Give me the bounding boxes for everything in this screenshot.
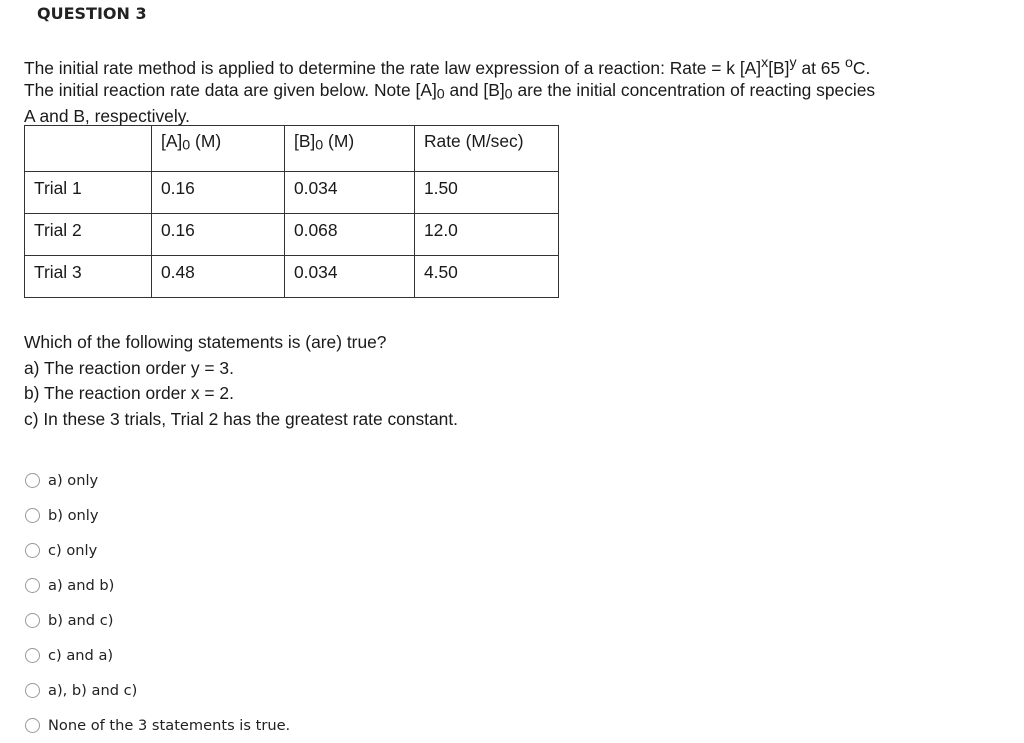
- intro-line-2: The initial reaction rate data are given below. Note [A]0 and [B]0 are the initial concentration of reacting species: [24, 79, 876, 103]
- header-cell-blank: [25, 126, 152, 172]
- prompt-line: Which of the following statements is (are) true?: [24, 332, 387, 352]
- answer-option-a-only[interactable]: [25, 463, 290, 498]
- option-label: c) only: [48, 542, 98, 559]
- radio-button[interactable]: [25, 578, 40, 593]
- option-label: b) and c): [48, 612, 114, 629]
- table-row: [25, 256, 559, 298]
- answer-option-c-and-a[interactable]: [25, 638, 290, 673]
- table-cell: 12.0: [415, 214, 559, 256]
- intro-line-1: The initial rate method is applied to determine the rate law expression of a reaction: Rate = k $[A]^x[B]^y$ at 65 $^o$C.: [24, 55, 871, 78]
- option-label: a) only: [48, 472, 99, 489]
- radio-button[interactable]: [25, 473, 40, 488]
- table-cell: 0.48: [152, 256, 285, 298]
- answer-option-a-and-b[interactable]: [25, 568, 290, 603]
- answer-option-c-only[interactable]: [25, 533, 290, 568]
- radio-button[interactable]: [25, 613, 40, 628]
- table-cell: Trial 1: [25, 172, 152, 214]
- answer-option-b-only[interactable]: [25, 498, 290, 533]
- rate-data-table: [24, 125, 559, 298]
- option-label: c) and a): [48, 647, 114, 664]
- statement-b: b) The reaction order x = 2.: [24, 383, 234, 403]
- table-cell: 0.16: [152, 172, 285, 214]
- answer-option-b-and-c[interactable]: [25, 603, 290, 638]
- option-label: None of the 3 statements is true.: [48, 717, 291, 734]
- header-cell-a0: [A]0 (M): [152, 126, 285, 172]
- table-cell: 0.068: [285, 214, 415, 256]
- table-header-row: [25, 126, 559, 172]
- table-cell: Trial 3: [25, 256, 152, 298]
- table-cell: 0.034: [285, 256, 415, 298]
- option-label: b) only: [48, 507, 99, 524]
- table-cell: 1.50: [415, 172, 559, 214]
- table-cell: Trial 2: [25, 214, 152, 256]
- statement-a: a) The reaction order y = 3.: [24, 357, 234, 378]
- option-label: a) and b): [48, 577, 115, 594]
- radio-button[interactable]: [25, 718, 40, 733]
- header-cell-rate: Rate (M/sec): [415, 126, 559, 172]
- question-prompt: [24, 330, 458, 432]
- question-intro: [24, 52, 1014, 127]
- statement-c: c) In these 3 trials, Trial 2 has the greatest rate constant.: [24, 408, 459, 429]
- question-title: QUESTION 3: [37, 4, 147, 23]
- answer-options: [25, 463, 290, 743]
- table-cell: 4.50: [415, 256, 559, 298]
- option-label: a), b) and c): [48, 682, 138, 699]
- table-row: [25, 172, 559, 214]
- radio-button[interactable]: [25, 683, 40, 698]
- header-cell-b0: [B]0 (M): [285, 126, 415, 172]
- table-cell: 0.16: [152, 214, 285, 256]
- answer-option-none[interactable]: [25, 708, 290, 743]
- table-cell: 0.034: [285, 172, 415, 214]
- radio-button[interactable]: [25, 648, 40, 663]
- answer-option-all[interactable]: [25, 673, 290, 708]
- intro-line-3: A and B, respectively.: [24, 106, 190, 127]
- radio-button[interactable]: [25, 543, 40, 558]
- radio-button[interactable]: [25, 508, 40, 523]
- table-row: [25, 214, 559, 256]
